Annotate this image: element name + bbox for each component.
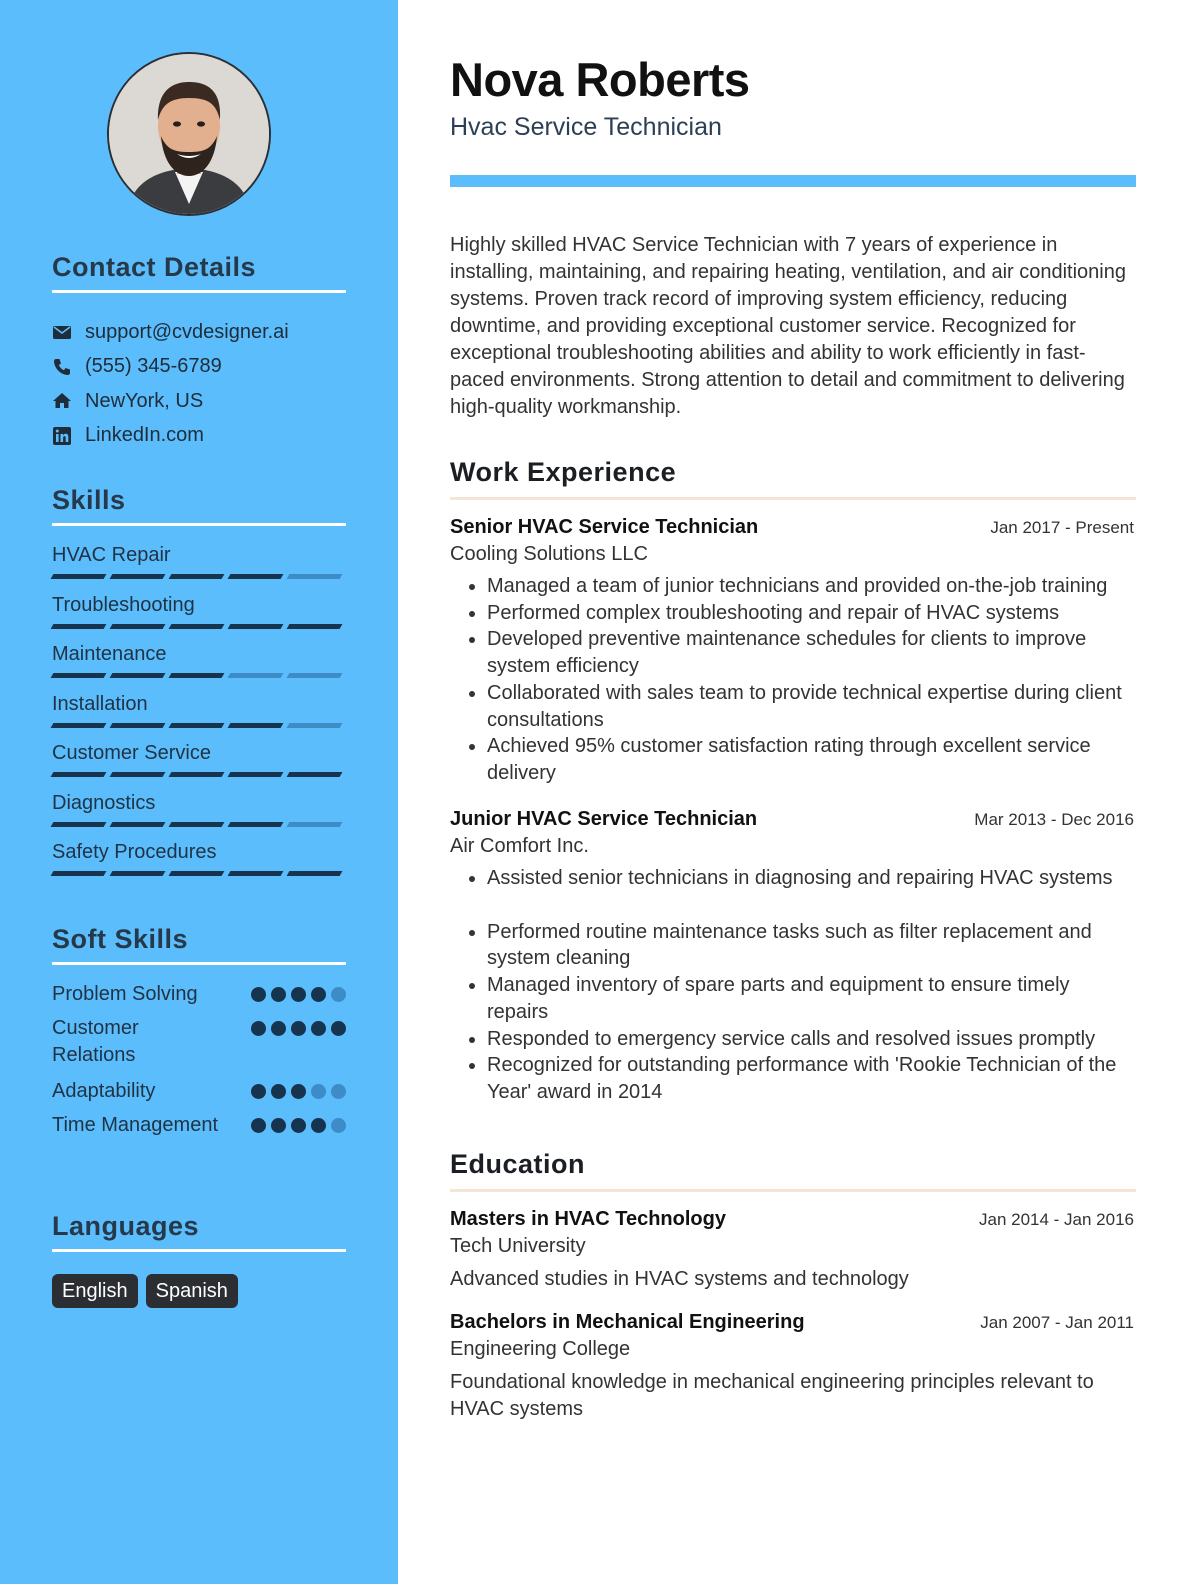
skill-level-segment xyxy=(169,822,225,827)
soft-skill-name: Customer Relations xyxy=(52,1017,139,1066)
job-title: Senior HVAC Service Technician xyxy=(450,516,759,538)
job-bullets xyxy=(450,573,1136,787)
skill-level-segment xyxy=(169,673,225,678)
skills-section xyxy=(52,485,346,889)
work-experience-title: Work Experience xyxy=(450,457,1136,500)
skill-level-bar xyxy=(52,574,346,579)
rating-dot xyxy=(271,1118,286,1133)
skill-level-segment xyxy=(169,772,225,777)
skill-level-segment xyxy=(110,723,166,728)
contact-location-text: NewYork, US xyxy=(85,389,204,412)
contact-email[interactable] xyxy=(52,315,346,350)
school-name: Tech University xyxy=(450,1235,586,1257)
skill-name: Safety Procedures xyxy=(52,841,217,863)
rating-dot xyxy=(271,1084,286,1099)
rating-dot xyxy=(311,1118,326,1133)
degree-title: Bachelors in Mechanical Engineering xyxy=(450,1311,805,1333)
rating-dot xyxy=(331,987,346,1002)
education-entry xyxy=(450,1311,1136,1423)
skill-name: Diagnostics xyxy=(52,791,156,814)
education-title: Education xyxy=(450,1149,1136,1192)
job-company: Cooling Solutions LLC xyxy=(450,543,648,565)
education-description: Advanced studies in HVAC systems and technology xyxy=(450,1268,909,1290)
job-bullet: • Managed a team of junior technicians and provided on-the-job training xyxy=(487,573,1136,600)
soft-skill-name: Problem Solving xyxy=(52,983,198,1005)
skill-level-segment xyxy=(287,723,343,728)
skill-level-segment xyxy=(51,624,107,629)
rating-dot xyxy=(291,1118,306,1133)
rating-dot xyxy=(251,1118,266,1133)
skill-level-segment xyxy=(51,871,107,876)
sidebar xyxy=(0,0,398,1584)
skill-name: Troubleshooting xyxy=(52,593,195,616)
contact-linkedin[interactable] xyxy=(52,419,346,454)
skill-level-segment xyxy=(110,822,166,827)
envelope-icon xyxy=(52,322,72,342)
job-bullets xyxy=(450,865,1136,1106)
skill-level-bar xyxy=(52,673,346,678)
skill-item xyxy=(52,790,346,840)
skill-level-segment xyxy=(228,574,284,579)
rating-dot xyxy=(251,987,266,1002)
skill-level-bar xyxy=(52,624,346,629)
languages-title: Languages xyxy=(52,1211,346,1252)
skill-level-segment xyxy=(169,871,225,876)
contact-linkedin-text: LinkedIn.com xyxy=(85,424,204,447)
skill-level-segment xyxy=(51,673,107,678)
skill-level-segment xyxy=(169,574,225,579)
rating-dot xyxy=(251,1021,266,1036)
language-pill: English xyxy=(52,1274,138,1308)
soft-skill-rating xyxy=(251,1021,346,1036)
skill-level-segment xyxy=(51,772,107,777)
job-bullet: • Performed routine maintenance tasks such as filter replacement and system cleaning xyxy=(487,919,1136,972)
skill-name: Maintenance xyxy=(52,643,167,665)
skill-level-segment xyxy=(169,723,225,728)
skill-level-segment xyxy=(51,822,107,827)
skill-name: Installation xyxy=(52,692,148,715)
avatar xyxy=(107,52,271,216)
skill-item xyxy=(52,592,346,642)
job-date: Mar 2013 - Dec 2016 xyxy=(974,810,1134,829)
skill-level-segment xyxy=(287,822,343,827)
skill-level-segment xyxy=(287,673,343,678)
rating-dot xyxy=(331,1118,346,1133)
soft-skills-title: Soft Skills xyxy=(52,924,346,965)
job-bullet: • Developed preventive maintenance schedules for clients to improve system efficiency xyxy=(487,626,1136,679)
degree-title: Masters in HVAC Technology xyxy=(450,1208,726,1230)
accent-bar xyxy=(450,175,1136,187)
contact-email-text: support@cvdesigner.ai xyxy=(85,320,289,343)
job-bullet: • Achieved 95% customer satisfaction rating through excellent service delivery xyxy=(487,733,1136,786)
job-bullet: • Performed complex troubleshooting and repair of HVAC systems xyxy=(487,600,1136,627)
skill-level-segment xyxy=(228,871,284,876)
skill-level-segment xyxy=(51,723,107,728)
contact-title: Contact Details xyxy=(52,252,346,293)
languages-section xyxy=(52,1211,346,1308)
job-bullet: • Managed inventory of spare parts and equipment to ensure timely repairs xyxy=(487,972,1136,1025)
soft-skill-rating xyxy=(251,1118,346,1133)
soft-skills-section xyxy=(52,924,346,1139)
skill-level-segment xyxy=(110,624,166,629)
summary-paragraph: Highly skilled HVAC Service Technician with 7 years of experience in installing, maintaining, and repairing heating, ventilation, and air conditioning systems. Proven track record of improving system efficiency, reducing downtime, and providing exceptional customer service. Recognized for exceptional troubleshooting abilities and ability to work efficiently in fast-paced environments. Strong attention to detail and commitment to delivering high-quality workmanship. xyxy=(450,234,1126,418)
skill-level-segment xyxy=(169,624,225,629)
skill-level-segment xyxy=(110,871,166,876)
home-icon xyxy=(52,391,72,411)
soft-skill-item xyxy=(52,1112,346,1139)
skill-name: HVAC Repair xyxy=(52,544,171,566)
skill-item xyxy=(52,542,346,592)
skill-item xyxy=(52,740,346,790)
rating-dot xyxy=(311,1084,326,1099)
skill-name: Customer Service xyxy=(52,742,211,764)
contact-phone[interactable] xyxy=(52,350,346,385)
skill-item xyxy=(52,641,346,691)
school-name: Engineering College xyxy=(450,1338,631,1360)
education-description: Foundational knowledge in mechanical engineering principles relevant to HVAC systems xyxy=(450,1371,1094,1420)
skill-level-bar xyxy=(52,871,346,876)
skill-level-segment xyxy=(228,723,284,728)
rating-dot xyxy=(271,987,286,1002)
skill-level-segment xyxy=(228,673,284,678)
contact-section xyxy=(52,252,346,453)
rating-dot xyxy=(291,1021,306,1036)
soft-skill-item xyxy=(52,981,346,1008)
education-entry xyxy=(450,1208,1136,1293)
skill-level-bar xyxy=(52,772,346,777)
skill-level-segment xyxy=(51,574,107,579)
skill-item xyxy=(52,839,346,889)
rating-dot xyxy=(291,1084,306,1099)
soft-skill-name: Time Management xyxy=(52,1114,218,1136)
rating-dot xyxy=(331,1084,346,1099)
skill-level-bar xyxy=(52,822,346,827)
job-entry xyxy=(450,808,1136,1106)
job-bullet: • Recognized for outstanding performance with 'Rookie Technician of the Year' award in 2014 xyxy=(487,1052,1136,1105)
contact-phone-text: (555) 345-6789 xyxy=(85,355,222,378)
skill-level-segment xyxy=(287,574,343,579)
job-bullet: • Assisted senior technicians in diagnosing and repairing HVAC systems xyxy=(487,865,1136,892)
skill-item xyxy=(52,691,346,741)
job-bullet: • Responded to emergency service calls and resolved issues promptly xyxy=(487,1026,1136,1053)
language-pill: Spanish xyxy=(146,1274,238,1308)
soft-skill-rating xyxy=(251,987,346,1002)
rating-dot xyxy=(271,1021,286,1036)
skill-level-segment xyxy=(228,822,284,827)
skill-level-segment xyxy=(228,624,284,629)
job-entry xyxy=(450,516,1136,787)
soft-skill-item xyxy=(52,1015,346,1069)
rating-dot xyxy=(251,1084,266,1099)
skill-level-segment xyxy=(287,871,343,876)
job-bullet: • Collaborated with sales team to provide technical expertise during client consultations xyxy=(487,680,1136,733)
rating-dot xyxy=(331,1021,346,1036)
soft-skill-item xyxy=(52,1078,346,1105)
phone-icon xyxy=(52,357,72,377)
rating-dot xyxy=(311,1021,326,1036)
skills-title: Skills xyxy=(52,485,346,526)
soft-skill-name: Adaptability xyxy=(52,1080,156,1102)
skill-level-segment xyxy=(110,673,166,678)
profile-photo xyxy=(109,54,269,214)
linkedin-icon xyxy=(52,426,72,446)
job-date: Jan 2017 - Present xyxy=(990,518,1134,537)
candidate-role: Hvac Service Technician xyxy=(450,113,722,141)
skill-level-bar xyxy=(52,723,346,728)
rating-dot xyxy=(311,987,326,1002)
job-title: Junior HVAC Service Technician xyxy=(450,808,758,830)
skill-level-segment xyxy=(287,624,343,629)
contact-location xyxy=(52,384,346,419)
education-date: Jan 2007 - Jan 2011 xyxy=(980,1313,1134,1332)
soft-skill-rating xyxy=(251,1084,346,1099)
skill-level-segment xyxy=(110,772,166,777)
job-company: Air Comfort Inc. xyxy=(450,835,589,857)
skill-level-segment xyxy=(110,574,166,579)
candidate-name: Nova Roberts xyxy=(450,53,750,106)
skill-level-segment xyxy=(287,772,343,777)
education-date: Jan 2014 - Jan 2016 xyxy=(978,1210,1134,1229)
rating-dot xyxy=(291,987,306,1002)
skill-level-segment xyxy=(228,772,284,777)
